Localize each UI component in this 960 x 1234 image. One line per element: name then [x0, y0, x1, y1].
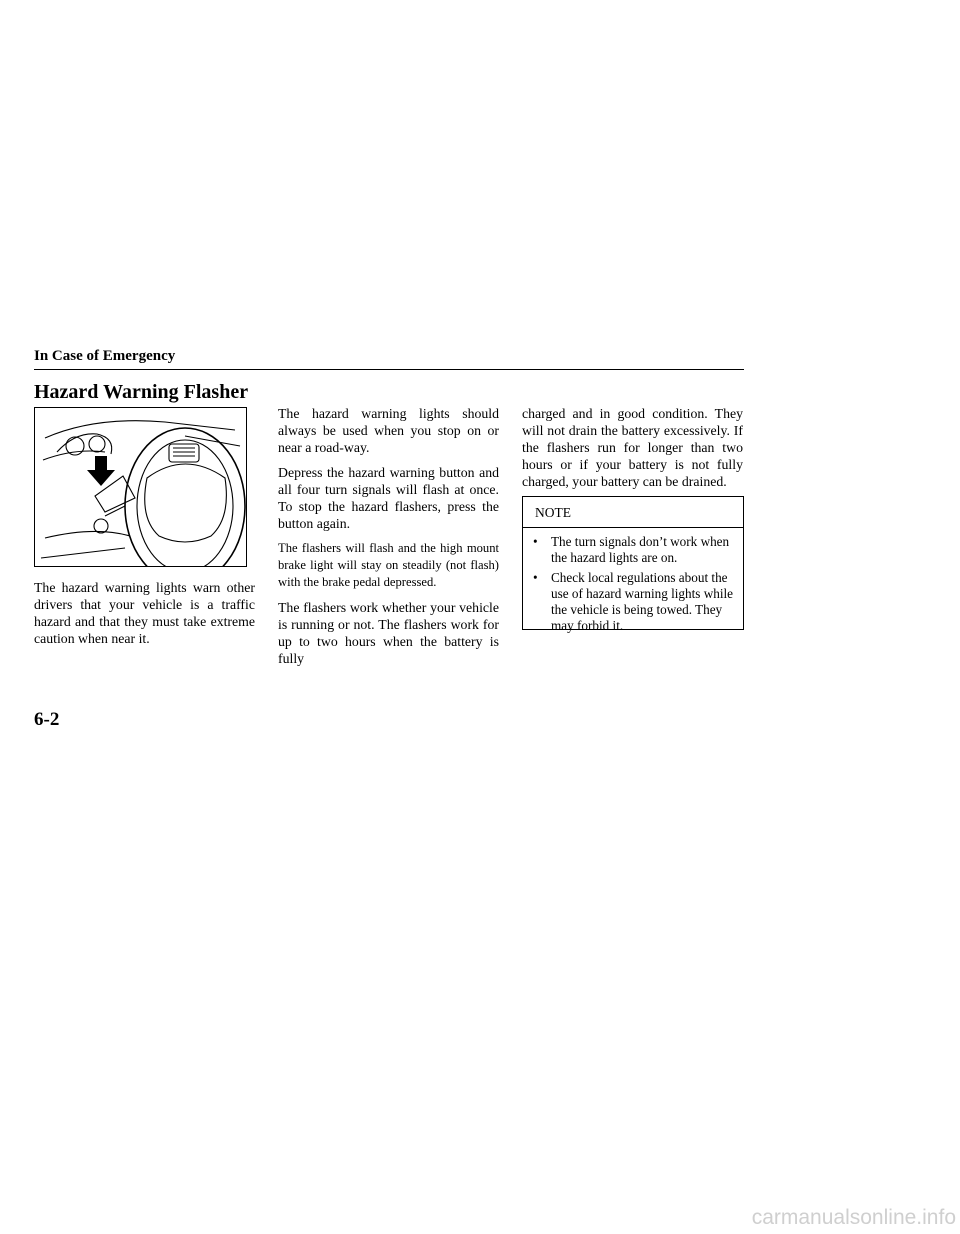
watermark: carmanualsonline.info: [751, 1206, 956, 1229]
steering-wheel-illustration: [35, 408, 246, 566]
paragraph: The hazard warning lights should always be used when you stop on or near a road-way.: [278, 406, 499, 455]
paragraph: charged and in good condition. They will not drain the battery excessively. If the flashers run for longer than two hours or if your battery is not fully charged, your battery can be drained.: [522, 406, 743, 489]
section-header: In Case of Emergency: [34, 348, 176, 364]
note-box: [522, 496, 744, 633]
column-3: [522, 405, 743, 498]
page-number: 6-2: [34, 709, 60, 730]
column-1: [34, 579, 255, 655]
paragraph: Depress the hazard warning button and all four turn signals will flash at once. To stop the hazard flashers, press the button again.: [278, 465, 499, 531]
note-item: [533, 534, 735, 566]
note-item-text: The turn signals don’t work when the hazard lights are on.: [551, 534, 730, 565]
down-arrow-icon: [87, 456, 115, 486]
hazard-flasher-figure: [34, 407, 247, 567]
note-item: [533, 570, 735, 634]
note-list: [523, 528, 743, 634]
paragraph: The flashers will flash and the high mount brake light will stay on steadily (not flash) with the brake pedal depressed.: [278, 541, 499, 589]
note-title: NOTE: [523, 497, 743, 528]
bullet-icon: •: [533, 534, 538, 549]
header-rule: [34, 369, 744, 370]
column-2: [278, 405, 499, 675]
bullet-icon: •: [533, 570, 538, 585]
paragraph: The hazard warning lights warn other drivers that your vehicle is a traffic hazard and that they must take extreme caution when near it.: [34, 580, 255, 646]
paragraph: The flashers work whether your vehicle is running or not. The flashers work for up to two hours when the battery is fully: [278, 600, 499, 666]
page-title: Hazard Warning Flasher: [34, 381, 249, 403]
note-item-text: Check local regulations about the use of hazard warning lights while the vehicle is being towed. They may forbid it.: [551, 570, 734, 633]
